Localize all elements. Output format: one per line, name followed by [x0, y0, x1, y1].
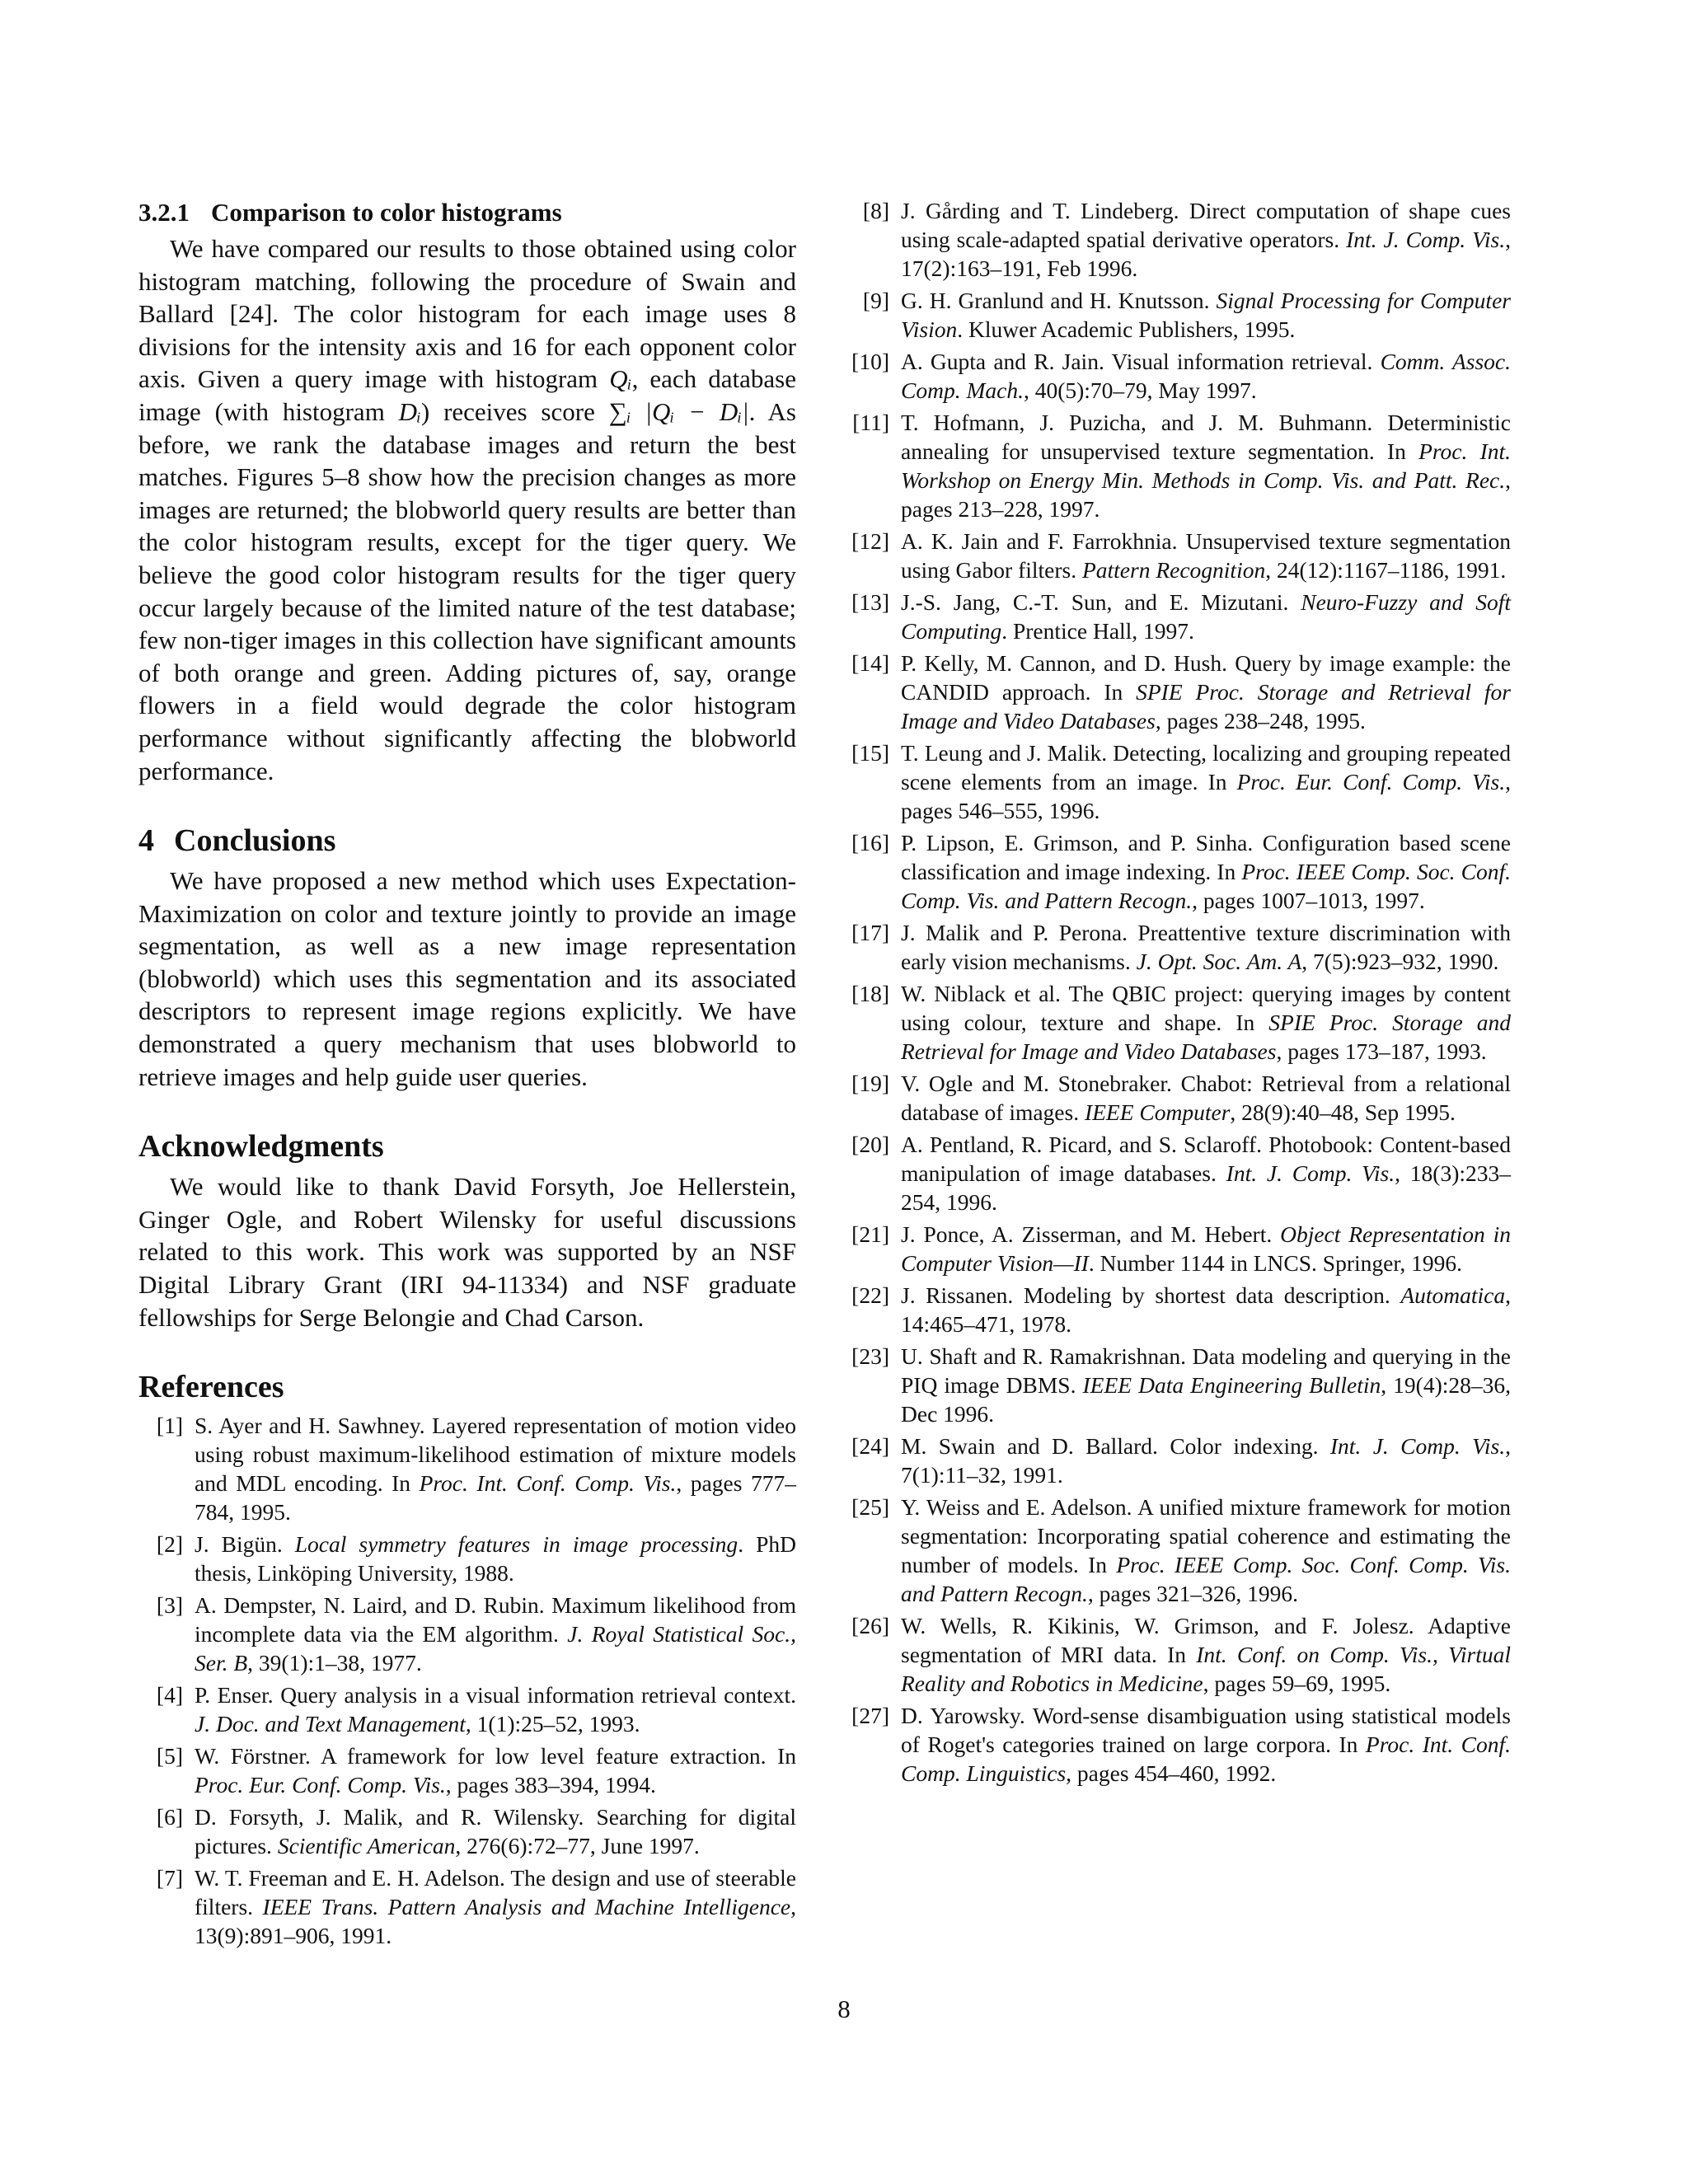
comparison-paragraph [138, 232, 796, 787]
reference-venue: Int. J. Comp. Vis. [1329, 1433, 1506, 1459]
right-column [845, 196, 1511, 1791]
reference-text: W. Wells, R. Kikinis, W. Grimson, and F. Jolesz. Adaptive segmentation of MRI data. In [901, 1613, 1511, 1667]
reference-text: W. Niblack et al. The QBIC project: querying images by content using colour, texture and shape. In [901, 981, 1511, 1035]
reference-list-left [138, 1411, 796, 1950]
reference-number: [23] [851, 1343, 889, 1369]
acknowledgments-heading: Acknowledgments [138, 1129, 384, 1165]
reference-details: . Prentice Hall, 1997. [1001, 618, 1194, 644]
reference-item [845, 1342, 1511, 1428]
reference-text: V. Ogle and M. Stonebraker. Chabot: Retrieval from a relational database of images. [901, 1071, 1511, 1125]
reference-item [845, 1220, 1511, 1277]
conclusions-heading [138, 822, 796, 860]
reference-venue: Local symmetry features in image processing [294, 1531, 738, 1558]
section-title: Conclusions [174, 823, 336, 859]
acknowledgments-paragraph: We would like to thank David Forsyth, Joe Hellerstein, Ginger Ogle, and Robert Wilensky for useful discussions related to this work. This work was supported by an NSF Digital Library Grant (IRI 94-11334) and NSF graduate fellowships for Serge Belongie and Chad Carson. [138, 1172, 796, 1332]
reference-item [845, 1701, 1511, 1788]
reference-text: J. Gårding and T. Lindeberg. Direct computation of shape cues using scale-adapted spatial derivative operators. [901, 198, 1511, 252]
reference-details: . Number 1144 in LNCS. Springer, 1996. [1088, 1250, 1463, 1276]
reference-venue: Object Representation in Computer Vision—II [901, 1221, 1511, 1276]
reference-details: , 13(9):891–906, 1991. [195, 1894, 796, 1949]
reference-number: [2] [156, 1531, 183, 1558]
reference-number: [15] [851, 740, 889, 766]
reference-venue: Int. J. Comp. Vis. [1226, 1160, 1395, 1186]
reference-details: , pages 321–326, 1996. [1087, 1581, 1298, 1606]
reference-text: J. Rissanen. Modeling by shortest data description. [901, 1282, 1401, 1308]
reference-list-right [845, 196, 1511, 1788]
reference-number: [5] [156, 1743, 183, 1769]
reference-number: [6] [156, 1804, 183, 1830]
reference-text: J.-S. Jang, C.-T. Sun, and E. Mizutani. [901, 589, 1301, 615]
reference-item [845, 196, 1511, 283]
reference-details: , 276(6):72–77, June 1997. [455, 1833, 700, 1859]
reference-venue: J. Doc. and Text Management [195, 1711, 466, 1737]
reference-venue: Proc. Eur. Conf. Comp. Vis. [1236, 769, 1506, 794]
subsection-title: Comparison to color histograms [211, 198, 562, 227]
reference-details: , 18(3):233–254, 1996. [901, 1160, 1511, 1215]
reference-venue: Proc. Int. Workshop on Energy Min. Methods in Comp. Vis. and Patt. Rec. [901, 438, 1511, 493]
reference-text: W. T. Freeman and E. H. Adelson. The design and use of steerable filters. [195, 1865, 796, 1920]
reference-number: [20] [851, 1132, 889, 1157]
reference-venue: Proc. Int. Conf. Comp. Linguistics [901, 1732, 1512, 1786]
reference-details: , 14:465–471, 1978. [901, 1282, 1511, 1337]
reference-venue: Proc. IEEE Comp. Soc. Conf. Comp. Vis. and Pattern Recogn. [901, 1552, 1511, 1606]
reference-number: [19] [851, 1071, 889, 1096]
reference-item [845, 286, 1511, 344]
reference-number: [9] [862, 288, 889, 313]
reference-details: , 40(5):70–79, May 1997. [1023, 377, 1257, 403]
reference-text: P. Kelly, M. Cannon, and D. Hush. Query by image example: the CANDID approach. In [901, 650, 1511, 705]
reference-venue: Automatica [1400, 1282, 1506, 1308]
reference-item [138, 1680, 796, 1738]
reference-item [138, 1591, 796, 1677]
reference-text: P. Enser. Query analysis in a visual information retrieval context. [195, 1682, 796, 1708]
reference-number: [4] [156, 1682, 183, 1708]
left-column [138, 196, 796, 1953]
reference-item [138, 1411, 796, 1526]
reference-text: P. Lipson, E. Grimson, and P. Sinha. Configuration based scene classification and image indexing. In [901, 830, 1511, 884]
reference-text: A. Pentland, R. Picard, and S. Sclaroff. Photobook: Content-based manipulation of image databases. [901, 1132, 1511, 1186]
database-histogram-symbol: Dᵢ [398, 396, 421, 426]
reference-item [138, 1802, 796, 1860]
reference-item [845, 918, 1511, 976]
reference-number: [17] [851, 920, 889, 945]
references-heading: References [138, 1370, 284, 1405]
reference-venue: Signal Processing for Computer Vision [901, 288, 1511, 342]
reference-details: , 7(5):923–932, 1990. [1301, 949, 1499, 974]
reference-details: . Kluwer Academic Publishers, 1995. [957, 316, 1296, 342]
reference-item [845, 408, 1511, 523]
reference-text: S. Ayer and H. Sawhney. Layered representation of motion video using robust maximum-likelihood estimation of mixture models and MDL encoding. In [195, 1413, 796, 1497]
reference-number: [24] [851, 1433, 889, 1459]
reference-item [138, 1530, 796, 1587]
reference-venue: Pattern Recognition [1081, 557, 1266, 583]
reference-details: , 7(1):11–32, 1991. [901, 1433, 1511, 1488]
reference-details: , 19(4):28–36, Dec 1996. [901, 1372, 1511, 1427]
reference-text: U. Shaft and R. Ramakrishnan. Data modeling and querying in the PIQ image DBMS. [901, 1343, 1511, 1398]
reference-text: T. Leung and J. Malik. Detecting, localizing and grouping repeated scene elements from an image. In [901, 740, 1511, 794]
reference-venue: Neuro-Fuzzy and Soft Computing [901, 589, 1511, 644]
subsection-number: 3.2.1 [138, 198, 190, 227]
reference-item [845, 649, 1511, 735]
reference-venue: IEEE Computer [1084, 1099, 1231, 1125]
reference-text: J. Malik and P. Perona. Preattentive texture discrimination with early vision mechanisms. [901, 920, 1511, 974]
reference-details: , 1(1):25–52, 1993. [465, 1711, 640, 1737]
reference-text: Y. Weiss and E. Adelson. A unified mixture framework for motion segmentation: Incorporating spatial coherence and estimating the number of models. In [901, 1494, 1511, 1577]
reference-item [845, 1493, 1511, 1608]
reference-text: M. Swain and D. Ballard. Color indexing. [901, 1433, 1330, 1459]
reference-text: T. Hofmann, J. Puzicha, and J. M. Buhmann. Deterministic annealing for unsupervised texture segmentation. In [901, 410, 1511, 464]
reference-details: , pages 383–394, 1994. [445, 1772, 656, 1798]
reference-number: [1] [156, 1413, 183, 1439]
reference-number: [27] [851, 1703, 889, 1728]
reference-text: J. Bigün. [195, 1531, 295, 1558]
comparison-text-3: ) receives score [420, 396, 609, 426]
section-number: 4 [138, 823, 154, 859]
reference-item [845, 979, 1511, 1066]
reference-venue: SPIE Proc. Storage and Retrieval for Image and Video Databases [901, 679, 1511, 733]
reference-text: A. K. Jain and F. Farrokhnia. Unsupervised texture segmentation using Gabor filters. [901, 528, 1511, 583]
reference-details: , pages 238–248, 1995. [1155, 708, 1366, 733]
reference-item [845, 347, 1511, 405]
subsection-heading [138, 196, 796, 229]
reference-number: [22] [851, 1282, 889, 1308]
reference-details: , pages 173–187, 1993. [1276, 1038, 1487, 1064]
reference-text: D. Yarowsky. Word-sense disambiguation using statistical models of Roget's categories trained on large corpora. In [901, 1703, 1511, 1757]
reference-item [845, 1281, 1511, 1338]
comparison-text-1: We have compared our results to those obtained using color histogram matching, following the procedure of Swain and Ballard [24]. The color histogram for each image uses 8 divisions for the intensity axis and 16 for each opponent color axis. Given a query image with histogram [138, 234, 796, 394]
reference-item [845, 828, 1511, 915]
reference-number: [3] [156, 1592, 183, 1619]
reference-number: [25] [851, 1494, 889, 1520]
reference-venue: J. Opt. Soc. Am. A [1136, 949, 1302, 974]
reference-details: , 28(9):40–48, Sep 1995. [1230, 1099, 1456, 1125]
reference-item [845, 1432, 1511, 1489]
reference-number: [10] [851, 349, 889, 374]
reference-item [845, 738, 1511, 825]
reference-number: [18] [851, 981, 889, 1006]
reference-text: G. H. Granlund and H. Knutsson. [901, 288, 1217, 313]
reference-details: , 24(12):1167–1186, 1991. [1265, 557, 1507, 583]
conclusions-paragraph: We have proposed a new method which uses Expectation-Maximization on color and texture jointly to provide an image segmentation, as well as a new image representation (blobworld) which uses this segmentation and its associated descriptors to represent image regions explicitly. We have demonstrated a query mechanism that uses blobworld to retrieve images and help guide user queries. [138, 866, 796, 1091]
reference-venue: Int. Conf. on Comp. Vis., Virtual Reality and Robotics in Medicine [901, 1642, 1512, 1696]
reference-venue: Comm. Assoc. Comp. Mach. [901, 349, 1511, 403]
reference-details: . PhD thesis, Linköping University, 1988. [195, 1531, 796, 1586]
reference-details: , pages 777–784, 1995. [195, 1470, 796, 1526]
reference-number: [14] [851, 650, 889, 676]
reference-details: , 17(2):163–191, Feb 1996. [901, 227, 1511, 281]
reference-item [845, 1069, 1511, 1127]
reference-details: , pages 454–460, 1992. [1066, 1760, 1277, 1786]
reference-text: J. Ponce, A. Zisserman, and M. Hebert. [901, 1221, 1281, 1247]
reference-venue: Int. J. Comp. Vis. [1346, 227, 1506, 252]
reference-venue: Proc. Int. Conf. Comp. Vis. [419, 1470, 677, 1497]
reference-venue: IEEE Data Engineering Bulletin [1082, 1372, 1381, 1398]
reference-item [845, 527, 1511, 584]
reference-venue: J. Royal Statistical Soc., Ser. B [195, 1621, 796, 1676]
query-histogram-symbol: Qᵢ [609, 364, 632, 394]
reference-details: , pages 546–555, 1996. [901, 769, 1511, 823]
reference-item [845, 588, 1511, 645]
reference-item [845, 1130, 1511, 1216]
reference-number: [16] [851, 830, 889, 855]
reference-venue: Scientific American [277, 1833, 456, 1859]
reference-number: [11] [852, 410, 889, 435]
reference-details: , pages 59–69, 1995. [1203, 1671, 1391, 1696]
reference-venue: IEEE Trans. Pattern Analysis and Machine Intelligence [262, 1894, 791, 1920]
comparison-text-2: , each database image (with histogram [138, 364, 796, 426]
comparison-text-4: . As before, we rank the database images and return the best matches. Figures 5–8 show how the precision changes as more images are returned; the blobworld query results are better than the color histogram results, except for the tiger query. We believe the good color histogram results for the tiger query occur largely because of the limited nature of the test database; few non-tiger images in this collection have significant amounts of both orange and green. Adding pictures of, say, orange flowers in a field would degrade the color histogram performance without significantly affecting the blobworld performance. [138, 396, 796, 785]
page-number: 8 [837, 1994, 851, 2023]
reference-details: , 39(1):1–38, 1977. [247, 1650, 422, 1676]
reference-number: [8] [862, 198, 889, 223]
reference-number: [26] [851, 1613, 889, 1638]
reference-number: [12] [851, 528, 889, 554]
reference-details: , pages 213–228, 1997. [901, 467, 1511, 522]
reference-venue: SPIE Proc. Storage and Retrieval for Image and Video Databases [901, 1010, 1511, 1064]
reference-number: [7] [156, 1865, 183, 1891]
reference-item [138, 1741, 796, 1799]
reference-text: D. Forsyth, J. Malik, and R. Wilensky. Searching for digital pictures. [195, 1804, 796, 1859]
reference-venue: Proc. IEEE Comp. Soc. Conf. Comp. Vis. and Pattern Recogn. [901, 859, 1511, 913]
reference-item [845, 1611, 1511, 1698]
reference-item [138, 1863, 796, 1950]
reference-number: [13] [851, 589, 889, 615]
reference-text: W. Förstner. A framework for low level feature extraction. In [195, 1743, 796, 1769]
reference-text: A. Dempster, N. Laird, and D. Rubin. Maximum likelihood from incomplete data via the EM algorithm. [195, 1592, 796, 1647]
score-formula: ∑ᵢ |Qᵢ − Dᵢ| [608, 396, 749, 426]
reference-venue: Proc. Eur. Conf. Comp. Vis. [195, 1772, 446, 1798]
reference-number: [21] [851, 1221, 889, 1247]
reference-text: A. Gupta and R. Jain. Visual information retrieval. [901, 349, 1381, 374]
reference-details: , pages 1007–1013, 1997. [1192, 888, 1425, 913]
